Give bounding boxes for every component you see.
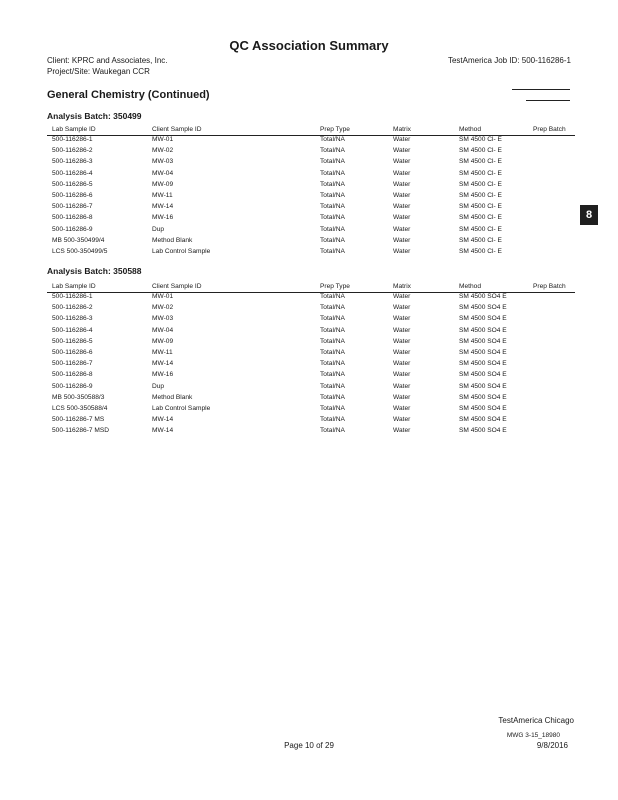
cell-client-sample-id: MW-04 <box>152 169 174 177</box>
table-row <box>47 315 575 326</box>
cell-lab-sample-id: 500-116286-7 MS <box>52 416 105 424</box>
cell-lab-sample-id: 500-116286-8 <box>52 214 93 222</box>
cell-matrix: Water <box>393 393 411 401</box>
table-row <box>47 327 575 338</box>
table-row <box>47 158 575 169</box>
cell-lab-sample-id: 500-116286-6 <box>52 348 93 356</box>
table-row <box>47 293 575 304</box>
section-tab-badge: 8 <box>580 205 598 225</box>
cell-prep-type: Total/NA <box>320 225 345 233</box>
cell-lab-sample-id: MB 500-350588/3 <box>52 393 105 401</box>
footer-page-number: Page 10 of 29 <box>284 741 334 750</box>
cell-method: SM 4500 Cl- E <box>459 236 502 244</box>
cell-prep-type: Total/NA <box>320 191 345 199</box>
table-row <box>47 405 575 416</box>
cell-matrix: Water <box>393 214 411 222</box>
cell-client-sample-id: Lab Control Sample <box>152 247 211 255</box>
cell-lab-sample-id: 500-116286-1 <box>52 293 93 300</box>
col-prep-batch: Prep Batch <box>533 283 566 290</box>
cell-matrix: Water <box>393 427 411 435</box>
col-matrix: Matrix <box>393 283 411 290</box>
cell-method: SM 4500 Cl- E <box>459 191 502 199</box>
table-row <box>47 170 575 181</box>
table-row <box>47 427 575 438</box>
cell-lab-sample-id: 500-116286-1 <box>52 136 93 143</box>
cell-lab-sample-id: LCS 500-350588/4 <box>52 404 108 412</box>
cell-matrix: Water <box>393 158 411 166</box>
cell-prep-type: Total/NA <box>320 348 345 356</box>
batch-heading: Analysis Batch: 350499 <box>47 111 142 121</box>
table-row <box>47 349 575 360</box>
table-row <box>47 416 575 427</box>
cell-lab-sample-id: 500-116286-9 <box>52 382 93 390</box>
cell-method: SM 4500 SO4 E <box>459 326 507 334</box>
cell-lab-sample-id: 500-116286-7 <box>52 360 93 368</box>
cell-method: SM 4500 SO4 E <box>459 304 507 312</box>
table-row <box>47 383 575 394</box>
cell-matrix: Water <box>393 180 411 188</box>
table-row <box>47 248 575 259</box>
cell-client-sample-id: Dup <box>152 382 165 390</box>
cell-prep-type: Total/NA <box>320 214 345 222</box>
cell-method: SM 4500 SO4 E <box>459 382 507 390</box>
cell-method: SM 4500 Cl- E <box>459 147 502 155</box>
cell-client-sample-id: MW-01 <box>152 293 174 300</box>
cell-lab-sample-id: 500-116286-2 <box>52 304 93 312</box>
cell-matrix: Water <box>393 348 411 356</box>
table-row <box>47 371 575 382</box>
table-row <box>47 203 575 214</box>
col-prep-type: Prep Type <box>320 283 350 290</box>
col-matrix: Matrix <box>393 126 411 133</box>
cell-matrix: Water <box>393 247 411 255</box>
cell-matrix: Water <box>393 416 411 424</box>
cell-client-sample-id: Method Blank <box>152 236 193 244</box>
cell-prep-type: Total/NA <box>320 427 345 435</box>
col-method: Method <box>459 283 481 290</box>
cell-prep-type: Total/NA <box>320 382 345 390</box>
cell-lab-sample-id: MB 500-350499/4 <box>52 236 105 244</box>
cell-prep-type: Total/NA <box>320 416 345 424</box>
cell-method: SM 4500 SO4 E <box>459 416 507 424</box>
cell-lab-sample-id: 500-116286-8 <box>52 371 93 379</box>
section-heading: General Chemistry (Continued) <box>47 89 210 101</box>
cell-matrix: Water <box>393 203 411 211</box>
cell-method: SM 4500 SO4 E <box>459 315 507 323</box>
cell-matrix: Water <box>393 147 411 155</box>
cell-prep-type: Total/NA <box>320 371 345 379</box>
cell-matrix: Water <box>393 136 411 143</box>
cell-lab-sample-id: LCS 500-350499/5 <box>52 247 108 255</box>
table-row <box>47 147 575 158</box>
cell-lab-sample-id: 500-116286-2 <box>52 147 93 155</box>
cell-prep-type: Total/NA <box>320 404 345 412</box>
cell-method: SM 4500 SO4 E <box>459 371 507 379</box>
cell-method: SM 4500 Cl- E <box>459 203 502 211</box>
cell-client-sample-id: MW-16 <box>152 371 174 379</box>
cell-matrix: Water <box>393 315 411 323</box>
batch-table-350588 <box>47 283 575 438</box>
cell-client-sample-id: Lab Control Sample <box>152 404 211 412</box>
table-row <box>47 394 575 405</box>
cell-method: SM 4500 SO4 E <box>459 404 507 412</box>
cell-client-sample-id: MW-02 <box>152 304 174 312</box>
cell-client-sample-id: Method Blank <box>152 393 193 401</box>
project-line: Project/Site: Waukegan CCR <box>47 67 150 76</box>
col-method: Method <box>459 126 481 133</box>
cell-prep-type: Total/NA <box>320 180 345 188</box>
col-client-sample-id: Client Sample ID <box>152 283 202 290</box>
table-row <box>47 226 575 237</box>
footer-doc-id: MWG 3-15_18980 <box>506 732 560 739</box>
page-title: QC Association Summary <box>229 38 389 53</box>
table-row <box>47 360 575 371</box>
cell-method: SM 4500 SO4 E <box>459 293 507 300</box>
table-row <box>47 214 575 225</box>
cell-client-sample-id: MW-16 <box>152 214 174 222</box>
cell-client-sample-id: MW-04 <box>152 326 174 334</box>
cell-client-sample-id: MW-11 <box>152 348 173 356</box>
col-client-sample-id: Client Sample ID <box>152 126 202 133</box>
cell-matrix: Water <box>393 326 411 334</box>
cell-client-sample-id: MW-01 <box>152 136 174 143</box>
batch-table-350499 <box>47 126 575 259</box>
batch-heading: Analysis Batch: 350588 <box>47 266 142 276</box>
table-body <box>47 136 575 259</box>
cell-lab-sample-id: 500-116286-3 <box>52 315 93 323</box>
cell-matrix: Water <box>393 371 411 379</box>
cell-prep-type: Total/NA <box>320 304 345 312</box>
cell-client-sample-id: MW-14 <box>152 360 174 368</box>
header-rule-2 <box>526 100 570 101</box>
cell-method: SM 4500 SO4 E <box>459 427 507 435</box>
cell-client-sample-id: MW-02 <box>152 147 174 155</box>
cell-method: SM 4500 SO4 E <box>459 348 507 356</box>
col-lab-sample-id: Lab Sample ID <box>52 126 96 133</box>
cell-lab-sample-id: 500-116286-7 MSD <box>52 427 110 435</box>
cell-client-sample-id: MW-09 <box>152 337 174 345</box>
cell-prep-type: Total/NA <box>320 337 345 345</box>
cell-client-sample-id: MW-03 <box>152 158 174 166</box>
cell-prep-type: Total/NA <box>320 360 345 368</box>
cell-matrix: Water <box>393 360 411 368</box>
cell-lab-sample-id: 500-116286-3 <box>52 158 93 166</box>
table-row <box>47 338 575 349</box>
cell-prep-type: Total/NA <box>320 293 345 300</box>
table-row <box>47 192 575 203</box>
cell-method: SM 4500 SO4 E <box>459 337 507 345</box>
cell-method: SM 4500 SO4 E <box>459 360 507 368</box>
cell-matrix: Water <box>393 304 411 312</box>
cell-matrix: Water <box>393 191 411 199</box>
cell-prep-type: Total/NA <box>320 326 345 334</box>
cell-method: SM 4500 Cl- E <box>459 180 502 188</box>
cell-prep-type: Total/NA <box>320 393 345 401</box>
cell-client-sample-id: MW-03 <box>152 315 174 323</box>
cell-lab-sample-id: 500-116286-5 <box>52 337 93 345</box>
table-body <box>47 293 575 438</box>
cell-matrix: Water <box>393 169 411 177</box>
cell-lab-sample-id: 500-116286-7 <box>52 203 93 211</box>
cell-client-sample-id: MW-14 <box>152 427 174 435</box>
cell-prep-type: Total/NA <box>320 158 345 166</box>
cell-client-sample-id: MW-09 <box>152 180 174 188</box>
cell-lab-sample-id: 500-116286-5 <box>52 180 93 188</box>
cell-client-sample-id: MW-14 <box>152 416 174 424</box>
cell-matrix: Water <box>393 236 411 244</box>
cell-method: SM 4500 Cl- E <box>459 214 502 222</box>
cell-method: SM 4500 Cl- E <box>459 169 502 177</box>
header-rule-1 <box>512 89 570 90</box>
cell-prep-type: Total/NA <box>320 236 345 244</box>
cell-matrix: Water <box>393 404 411 412</box>
cell-method: SM 4500 Cl- E <box>459 225 502 233</box>
cell-lab-sample-id: 500-116286-6 <box>52 191 93 199</box>
cell-method: SM 4500 Cl- E <box>459 247 502 255</box>
cell-lab-sample-id: 500-116286-4 <box>52 169 93 177</box>
table-row <box>47 136 575 147</box>
cell-client-sample-id: MW-11 <box>152 191 173 199</box>
cell-matrix: Water <box>393 337 411 345</box>
cell-prep-type: Total/NA <box>320 147 345 155</box>
cell-matrix: Water <box>393 382 411 390</box>
cell-matrix: Water <box>393 225 411 233</box>
cell-matrix: Water <box>393 293 411 300</box>
cell-lab-sample-id: 500-116286-4 <box>52 326 93 334</box>
col-prep-type: Prep Type <box>320 126 350 133</box>
job-id-line: TestAmerica Job ID: 500-116286-1 <box>447 56 571 65</box>
footer-date: 9/8/2016 <box>536 741 568 750</box>
col-prep-batch: Prep Batch <box>533 126 566 133</box>
cell-prep-type: Total/NA <box>320 247 345 255</box>
cell-prep-type: Total/NA <box>320 136 345 143</box>
cell-lab-sample-id: 500-116286-9 <box>52 225 93 233</box>
client-line: Client: KPRC and Associates, Inc. <box>47 56 168 65</box>
table-row <box>47 237 575 248</box>
cell-prep-type: Total/NA <box>320 203 345 211</box>
col-lab-sample-id: Lab Sample ID <box>52 283 96 290</box>
cell-method: SM 4500 Cl- E <box>459 158 502 166</box>
cell-prep-type: Total/NA <box>320 169 345 177</box>
cell-method: SM 4500 SO4 E <box>459 393 507 401</box>
cell-client-sample-id: Dup <box>152 225 165 233</box>
cell-client-sample-id: MW-14 <box>152 203 174 211</box>
footer-company: TestAmerica Chicago <box>498 716 574 725</box>
table-row <box>47 304 575 315</box>
table-row <box>47 181 575 192</box>
cell-method: SM 4500 Cl- E <box>459 136 502 143</box>
cell-prep-type: Total/NA <box>320 315 345 323</box>
